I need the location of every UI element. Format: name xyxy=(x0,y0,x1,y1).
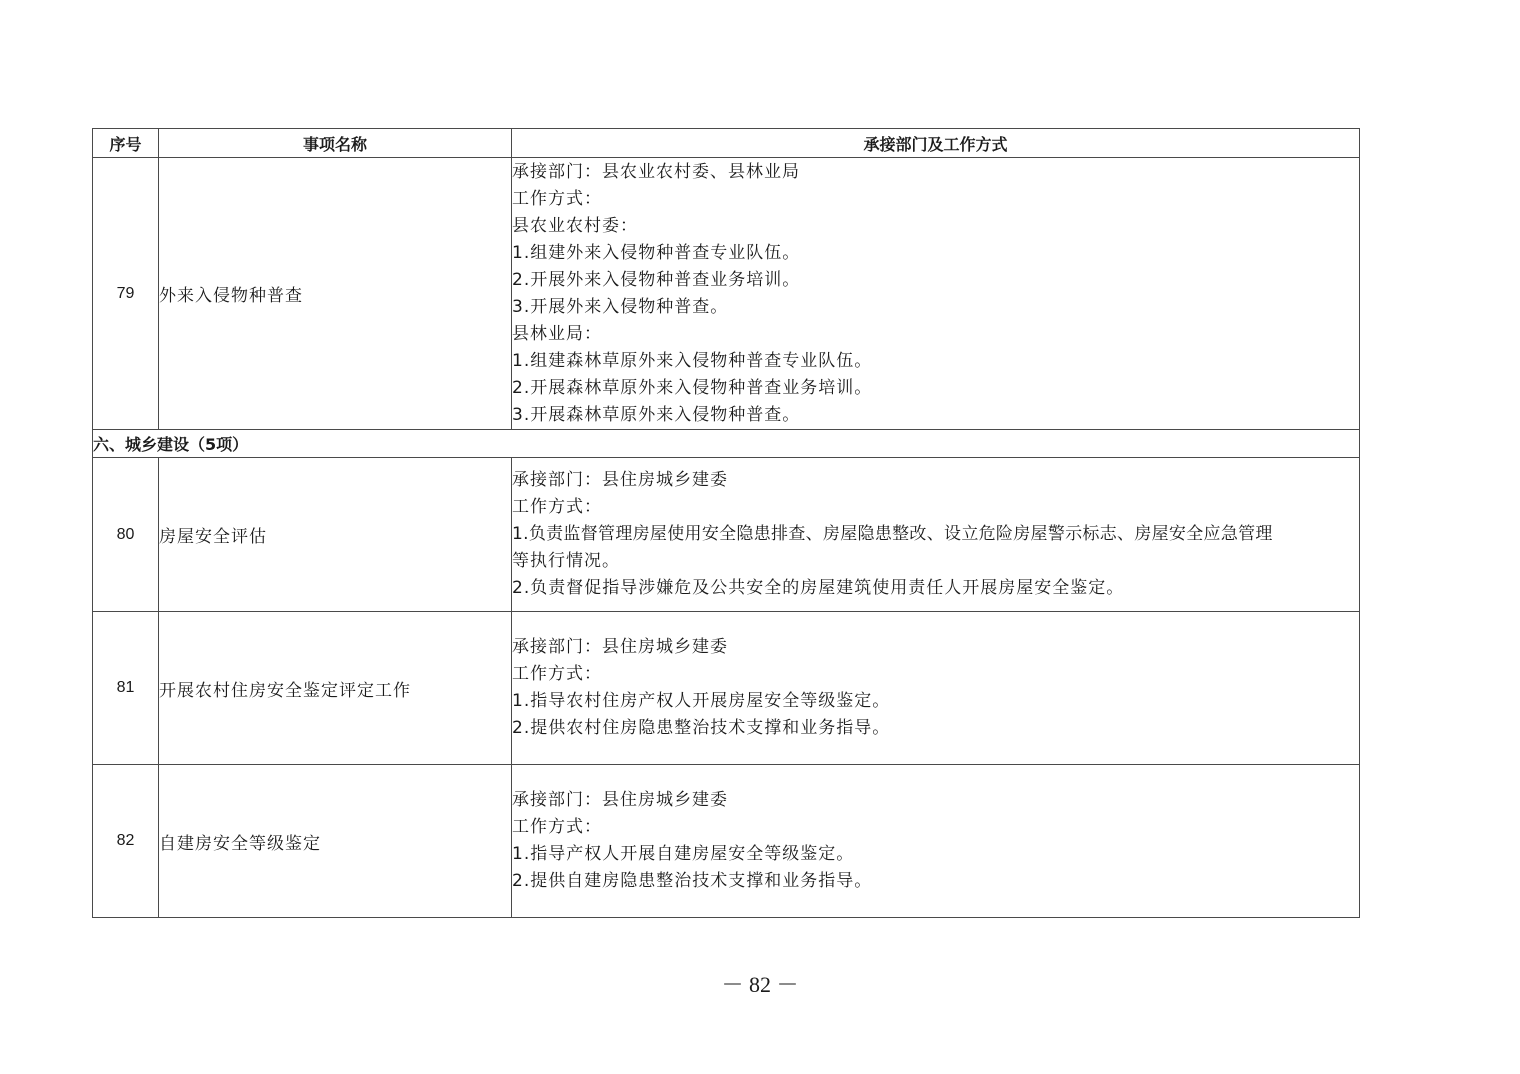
desc-line: 承接部门：县住房城乡建委 xyxy=(512,470,728,490)
row-description xyxy=(512,158,1360,430)
desc-line: 工作方式： xyxy=(512,497,602,517)
desc-line: 等执行情况。 xyxy=(512,551,620,571)
row-name: 开展农村住房安全鉴定评定工作 xyxy=(159,612,512,765)
desc-line: 2.开展森林草原外来入侵物种普查业务培训。 xyxy=(512,377,873,398)
desc-line: 承接部门：县农业农村委、县林业局 xyxy=(512,161,800,182)
table-row xyxy=(93,612,1360,765)
desc-line: 承接部门：县住房城乡建委 xyxy=(512,790,728,810)
desc-line: 县农业农村委： xyxy=(512,215,638,236)
desc-line: 工作方式： xyxy=(512,817,602,837)
row-name: 外来入侵物种普查 xyxy=(159,158,512,430)
desc-line: 工作方式： xyxy=(512,188,602,209)
page-number: － 82 － xyxy=(721,972,799,997)
row-description xyxy=(512,765,1360,918)
table-row xyxy=(93,458,1360,612)
task-table xyxy=(92,128,1360,918)
desc-line: 县林业局： xyxy=(512,323,602,344)
desc-line: 承接部门：县住房城乡建委 xyxy=(512,637,728,657)
row-description xyxy=(512,458,1360,612)
row-description xyxy=(512,612,1360,765)
desc-line: 工作方式： xyxy=(512,664,602,684)
header-name: 事项名称 xyxy=(159,129,512,158)
desc-line: 1.组建森林草原外来入侵物种普查专业队伍。 xyxy=(512,350,873,371)
desc-line: 1.指导产权人开展自建房屋安全等级鉴定。 xyxy=(512,844,855,864)
desc-line: 3.开展森林草原外来入侵物种普查。 xyxy=(512,404,801,425)
section-title: 六、城乡建设（5项） xyxy=(93,430,1360,458)
row-no: 81 xyxy=(93,612,159,765)
table-row xyxy=(93,158,1360,430)
table-row xyxy=(93,765,1360,918)
desc-line: 2.提供自建房隐患整治技术支撑和业务指导。 xyxy=(512,871,873,891)
desc-line: 1.组建外来入侵物种普查专业队伍。 xyxy=(512,242,801,263)
row-name: 房屋安全评估 xyxy=(159,458,512,612)
desc-line: 2.提供农村住房隐患整治技术支撑和业务指导。 xyxy=(512,718,891,738)
header-dept-method: 承接部门及工作方式 xyxy=(512,129,1360,158)
desc-line: 3.开展外来入侵物种普查。 xyxy=(512,296,729,317)
desc-line: 1.指导农村住房产权人开展房屋安全等级鉴定。 xyxy=(512,691,891,711)
desc-line: 2.开展外来入侵物种普查业务培训。 xyxy=(512,269,801,290)
row-no: 82 xyxy=(93,765,159,918)
row-no: 80 xyxy=(93,458,159,612)
row-name: 自建房安全等级鉴定 xyxy=(159,765,512,918)
desc-line: 2.负责督促指导涉嫌危及公共安全的房屋建筑使用责任人开展房屋安全鉴定。 xyxy=(512,578,1125,598)
desc-line: 1.负责监督管理房屋使用安全隐患排查、房屋隐患整改、设立危险房屋警示标志、房屋安全应急管理 xyxy=(512,524,1273,544)
header-no: 序号 xyxy=(93,129,159,158)
table-header-row xyxy=(93,129,1360,158)
section-row xyxy=(93,430,1360,458)
row-no: 79 xyxy=(93,158,159,430)
